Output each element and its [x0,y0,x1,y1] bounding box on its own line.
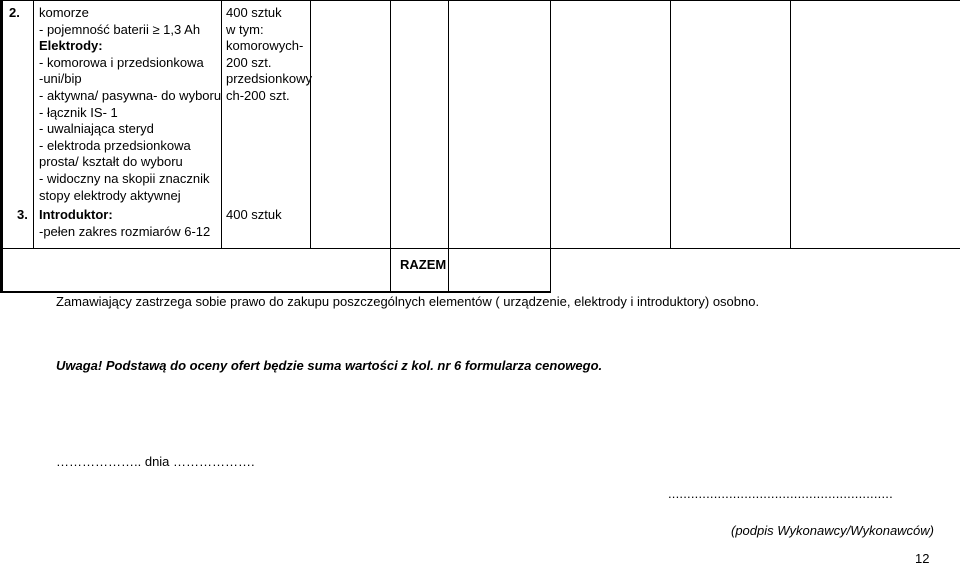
desc-heading: Elektrody: [39,38,103,54]
desc-line: prosta/ kształt do wyboru [39,154,183,170]
signature-label: (podpis Wykonawcy/Wykonawców) [731,523,935,538]
desc-line: - widoczny na skopii znacznik [39,170,210,186]
qty-line: przedsionkowy [226,71,312,87]
col-sep-1 [33,0,34,248]
qty-line: 400 sztuk [226,5,282,20]
qty-line: ch-200 szt. [226,87,290,103]
row2-number: 2. [9,5,20,20]
desc-line: - aktywna/ pasywna- do wyboru [39,87,222,103]
table-bottom-border [0,291,551,293]
qty-line: 200 szt. [226,54,272,70]
row-sep [0,248,960,249]
desc-line: - komorowa i przedsionkowa [39,54,204,70]
row3-title: Introduktor: [39,207,113,222]
row3-number: 3. [17,207,28,222]
desc-line: -uni/bip [39,71,82,87]
col-sep-7 [670,0,671,248]
row3-quantity: 400 sztuk [226,207,282,222]
desc-line: komorze [39,5,89,20]
qty-line: w tym: [226,21,264,37]
col-sep-8 [790,0,791,248]
row3-detail: -pełen zakres rozmiarów 6-12 [39,224,211,239]
date-line: ……………….. dnia ………………. [56,454,255,469]
desc-line: - uwalniająca steryd [39,121,154,137]
desc-line: stopy elektrody aktywnej [39,187,181,203]
razem-label: RAZEM [400,257,447,272]
purchase-note: Zamawiający zastrzega sobie prawo do zakupu poszczególnych elementów ( urządzenie, elektrody i introduktory) osobno. [56,294,760,309]
row2-quantity [226,5,312,105]
signature-dots: ........................................................... [668,486,893,501]
desc-line: - elektroda przedsionkowa [39,137,191,153]
col-sep-2 [221,0,222,248]
desc-line: - pojemność baterii ≥ 1,3 Ah [39,21,201,37]
table-top-border [0,0,960,1]
row2-description [39,5,221,204]
page-number: 12 [915,551,930,566]
desc-line: - łącznik IS- 1 [39,104,118,120]
evaluation-warning: Uwaga! Podstawą do oceny ofert będzie suma wartości z kol. nr 6 formularza cenowego. [56,358,603,373]
qty-line: komorowych- [226,38,304,54]
